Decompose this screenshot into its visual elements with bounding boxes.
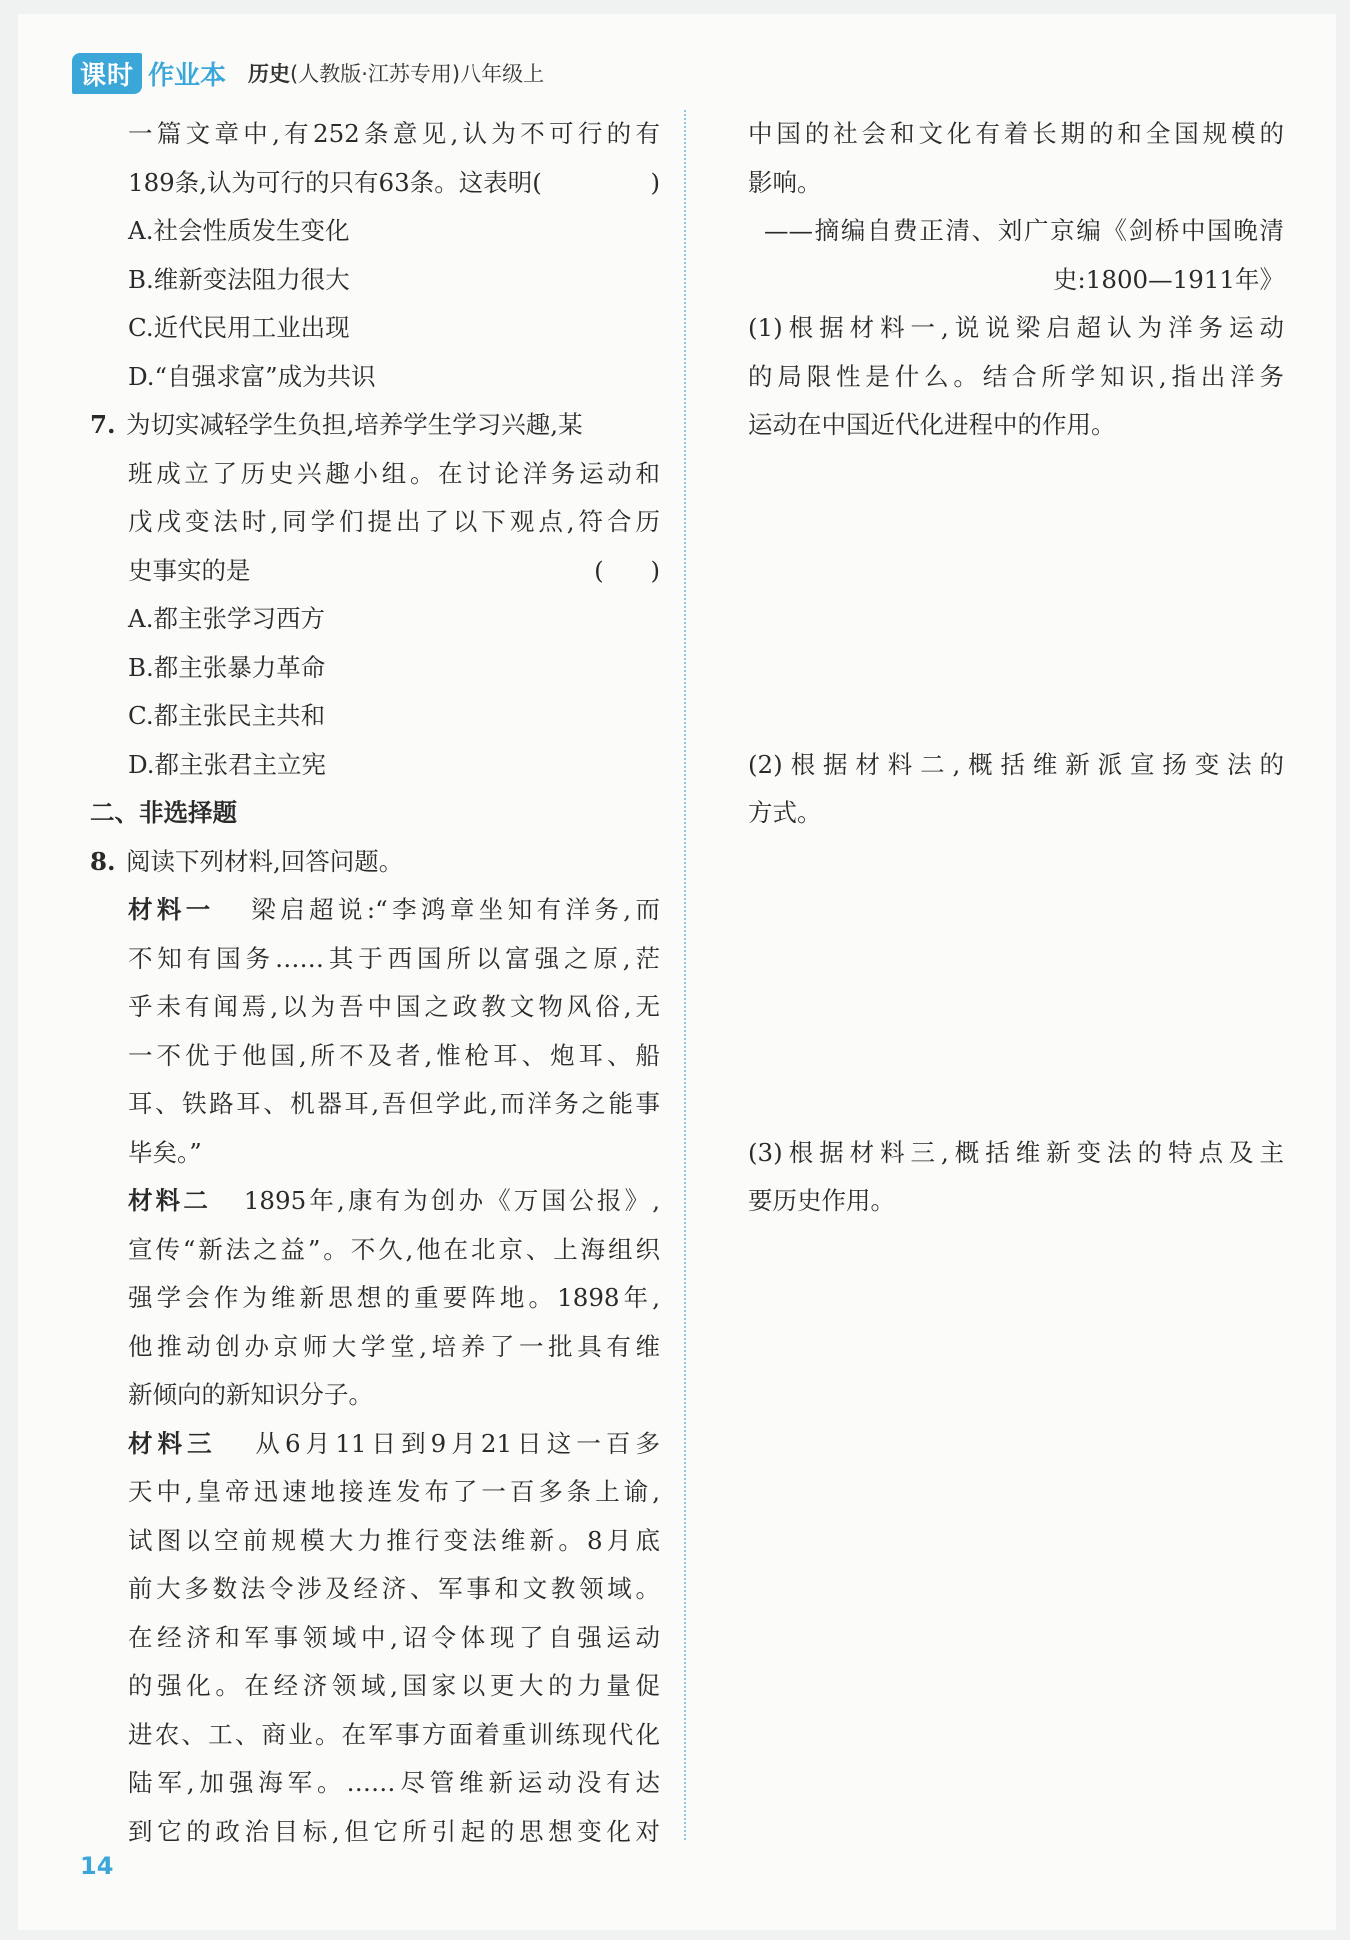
material-2-label: 材料二 xyxy=(128,1186,211,1215)
q7-answer-paren: ( ) xyxy=(594,555,660,585)
q6-stem-line xyxy=(90,159,660,208)
material-1-text: 梁启超说:“李鸿章坐知有洋务,而 xyxy=(251,895,660,924)
q8-subquestion-1: 运动在中国近代化进程中的作用。 xyxy=(748,410,1116,439)
q8-subquestion-2: 方式。 xyxy=(748,798,822,827)
logo-mark: 课时 xyxy=(72,53,142,94)
material-3-line: 中国的社会和文化有着长期的和全国规模的 xyxy=(748,119,1284,148)
material-1-line: 毕矣。” xyxy=(128,1137,202,1167)
header xyxy=(72,48,544,98)
q8-subquestion-3: 要历史作用。 xyxy=(748,1186,895,1215)
material-2-line: 他推动创办京师大学堂,培养了一批具有维 xyxy=(128,1331,660,1361)
material-1-line: 乎未有闻焉,以为吾中国之政教文物风俗,无 xyxy=(128,992,660,1021)
material-3-line: 陆军,加强海军。……尽管维新运动没有达 xyxy=(128,1768,660,1797)
q7-stem-line xyxy=(90,401,660,450)
q8-intro: 阅读下列材料,回答问题。 xyxy=(126,846,404,876)
material-2-line xyxy=(90,1177,660,1226)
q7-option-c: C.都主张民主共和 xyxy=(128,701,326,730)
q8-subquestion-2: (2)根据材料二,概括维新派宣扬变法的 xyxy=(748,749,1284,779)
q7-option-b: B.都主张暴力革命 xyxy=(128,652,326,682)
q7-stem-line xyxy=(90,547,660,596)
material-2-text: 1895年,康有为创办《万国公报》, xyxy=(243,1186,660,1215)
q7-number: 7. xyxy=(90,410,116,439)
q6-option-d: D.“自强求富”成为共识 xyxy=(128,361,376,391)
q8-subquestion-3: (3)根据材料三,概括维新变法的特点及主 xyxy=(748,1137,1284,1167)
material-3-line: 的强化。在经济领域,国家以更大的力量促 xyxy=(128,1671,660,1700)
q8-stem xyxy=(90,838,660,887)
material-1-line: 不知有国务……其于西国所以富强之原,茫 xyxy=(128,943,660,973)
q7-text: 为切实减轻学生负担,培养学生学习兴趣,某 xyxy=(126,410,583,439)
material-3-line: 天中,皇帝迅速地接连发布了一百多条上谕, xyxy=(128,1477,660,1506)
material-source: 史:1800—1911年》 xyxy=(1053,264,1284,294)
q8-subquestion-1: 的局限性是什么。结合所学知识,指出洋务 xyxy=(748,361,1284,391)
material-3-line xyxy=(90,1420,660,1469)
material-1-label: 材料一 xyxy=(128,895,215,924)
logo xyxy=(72,53,226,93)
section-heading: 二、非选择题 xyxy=(90,798,237,827)
material-2-line: 新倾向的新知识分子。 xyxy=(128,1380,373,1409)
column-divider xyxy=(684,110,686,1840)
right-column xyxy=(748,110,1284,1226)
material-3-line: 到它的政治目标,但它所引起的思想变化对 xyxy=(128,1816,660,1846)
logo-text: 作业本 xyxy=(148,60,227,91)
q6-answer-paren: ) xyxy=(650,167,660,197)
q7-stem-line: 戊戌变法时,同学们提出了以下观点,符合历 xyxy=(128,507,660,536)
answer-space[interactable] xyxy=(748,838,1284,1129)
q6-option-a: A.社会性质发生变化 xyxy=(128,216,350,245)
material-3-line: 进农、工、商业。在军事方面着重训练现代化 xyxy=(128,1719,660,1749)
material-2-line: 宣传“新法之益”。不久,他在北京、上海组织 xyxy=(128,1234,660,1264)
subject-name: 历史 xyxy=(248,62,291,86)
q6-stem-text: 189条,认为可行的只有63条。这表明( xyxy=(128,167,542,197)
q7-stem-line: 班成立了历史兴趣小组。在讨论洋务运动和 xyxy=(128,458,660,488)
page-number: 14 xyxy=(80,1852,114,1880)
material-1-line: 一不优于他国,所不及者,惟枪耳、炮耳、船 xyxy=(128,1040,660,1070)
q7-text: 史事实的是 xyxy=(128,555,251,585)
edition-info: (人教版·江苏专用)八年级上 xyxy=(290,62,545,86)
material-3-label: 材料三 xyxy=(128,1428,217,1458)
material-1-line xyxy=(90,886,660,935)
material-2-line: 强学会作为维新思想的重要阵地。1898年, xyxy=(128,1283,660,1312)
material-1-line: 耳、铁路耳、机器耳,吾但学此,而洋务之能事 xyxy=(128,1089,660,1118)
q7-option-a: A.都主张学习西方 xyxy=(128,604,325,633)
material-3-line: 试图以空前规模大力推行变法维新。8月底 xyxy=(128,1525,660,1555)
q6-stem-line: 一篇文章中,有252条意见,认为不可行的有 xyxy=(128,119,660,148)
q8-subquestion-1: (1)根据材料一,说说梁启超认为洋务运动 xyxy=(748,313,1284,342)
material-3-text: 从6月11日到9月21日这一百多 xyxy=(255,1428,661,1458)
q6-option-c: C.近代民用工业出现 xyxy=(128,313,350,342)
book-subject xyxy=(248,58,544,88)
material-source: ——摘编自费正清、刘广京编《剑桥中国晚清 xyxy=(764,216,1284,245)
answer-space[interactable] xyxy=(748,450,1284,741)
material-3-line: 影响。 xyxy=(748,167,822,197)
q7-option-d: D.都主张君主立宪 xyxy=(128,749,327,779)
left-column xyxy=(90,110,660,1856)
material-3-line: 在经济和军事领域中,诏令体现了自强运动 xyxy=(128,1622,660,1652)
material-3-line: 前大多数法令涉及经济、军事和文教领域。 xyxy=(128,1574,660,1603)
q6-option-b: B.维新变法阻力很大 xyxy=(128,264,350,294)
q8-number: 8. xyxy=(90,846,116,876)
